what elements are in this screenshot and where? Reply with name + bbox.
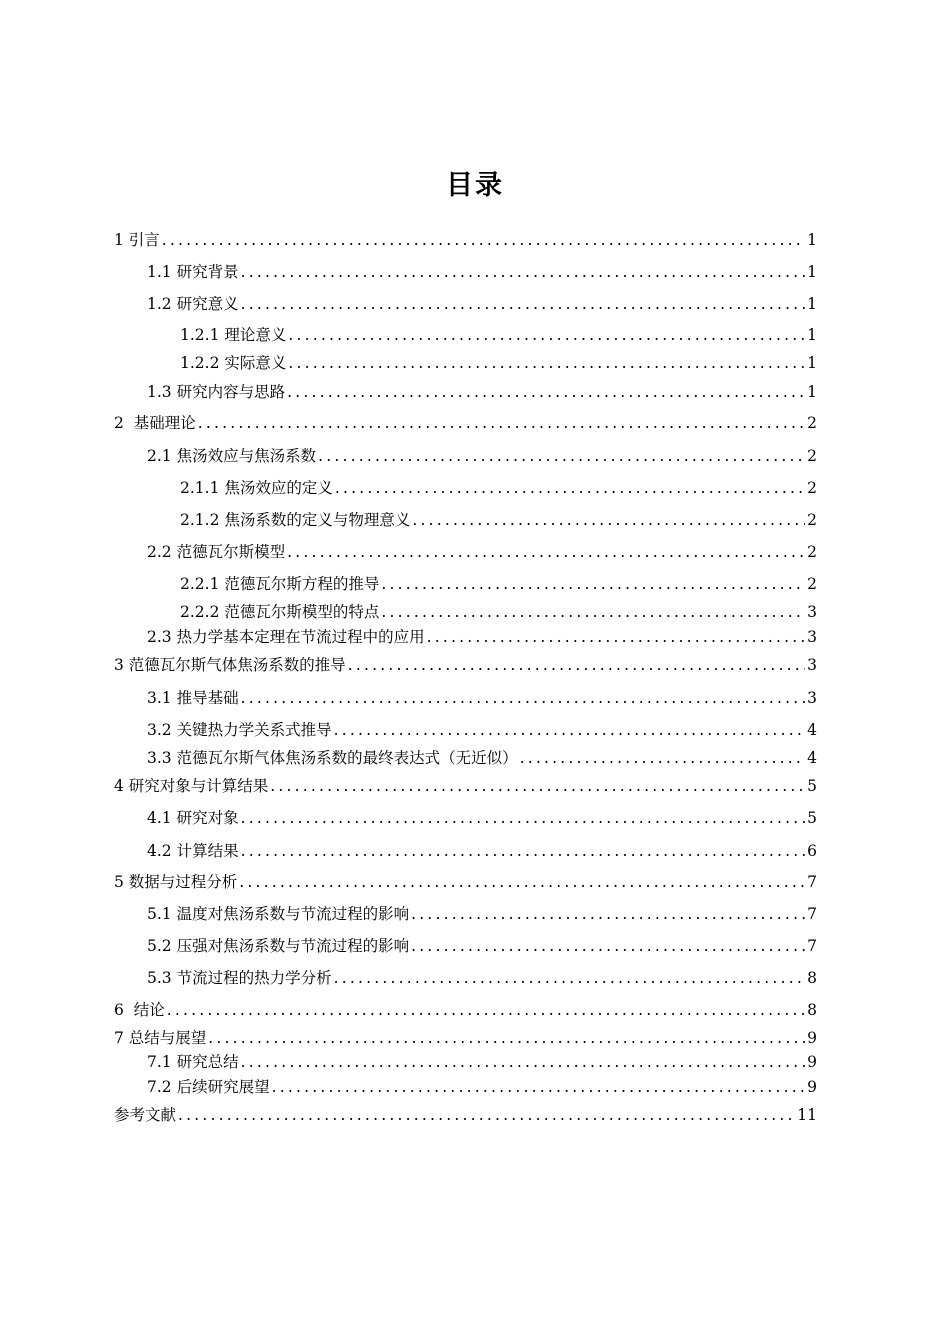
toc-entry-label: 参考文献	[114, 1106, 177, 1124]
toc-entry[interactable]	[180, 602, 817, 622]
toc-entry-label: 2.1.1 焦汤效应的定义	[180, 479, 333, 497]
toc-entry-label: 7.2 后续研究展望	[147, 1078, 270, 1096]
toc-entry[interactable]	[114, 872, 817, 892]
toc-leader-dots	[198, 413, 805, 433]
toc-title: 目录	[446, 170, 504, 201]
toc-entry-label: 1.3 研究内容与思路	[147, 383, 286, 401]
toc-entry[interactable]	[147, 542, 817, 562]
toc-leader-dots	[239, 872, 805, 892]
toc-leader-dots	[167, 1000, 805, 1020]
toc-entry-page: 7	[807, 873, 817, 891]
toc-entry[interactable]	[114, 655, 817, 675]
toc-entry-label: 7 总结与展望	[114, 1029, 207, 1047]
toc-entry-label: 5 数据与过程分析	[114, 873, 238, 891]
toc-entry-label: 2 基础理论	[114, 414, 196, 432]
toc-entry[interactable]	[147, 382, 817, 402]
toc-entry-label: 2.2 范德瓦尔斯模型	[147, 543, 286, 561]
toc-leader-dots	[381, 574, 805, 594]
toc-entry-label: 2.2.2 范德瓦尔斯模型的特点	[180, 603, 380, 621]
toc-entry[interactable]	[114, 230, 817, 250]
toc-entry-page: 9	[807, 1029, 817, 1047]
toc-entry-page: 4	[807, 749, 817, 767]
toc-entry[interactable]	[147, 294, 817, 314]
toc-leader-dots	[520, 748, 806, 768]
toc-entry-label: 7.1 研究总结	[147, 1053, 239, 1071]
toc-entry-page: 2	[807, 543, 817, 561]
toc-entry-page: 2	[807, 414, 817, 432]
toc-entry[interactable]	[147, 1077, 817, 1097]
toc-entry[interactable]	[147, 262, 817, 282]
toc-entry[interactable]	[147, 688, 817, 708]
toc-entry-label: 5.2 压强对焦汤系数与节流过程的影响	[147, 937, 410, 955]
toc-leader-dots	[381, 602, 805, 622]
toc-leader-dots	[241, 841, 806, 861]
toc-leader-dots	[272, 1077, 806, 1097]
toc-leader-dots	[241, 1052, 806, 1072]
toc-leader-dots	[270, 776, 805, 796]
toc-entry-page: 11	[797, 1106, 817, 1124]
toc-entry[interactable]	[147, 627, 817, 647]
toc-leader-dots	[288, 325, 805, 345]
toc-entry-label: 5.3 节流过程的热力学分析	[147, 969, 332, 987]
toc-leader-dots	[287, 542, 805, 562]
toc-leader-dots	[241, 262, 806, 282]
toc-leader-dots	[288, 353, 805, 373]
toc-entry-page: 3	[807, 656, 817, 674]
toc-leader-dots	[427, 627, 806, 647]
toc-entry-page: 7	[807, 905, 817, 923]
toc-entry-page: 1	[807, 326, 817, 344]
toc-entry[interactable]	[147, 808, 817, 828]
toc-leader-dots	[334, 968, 806, 988]
toc-entry-label: 1.2.1 理论意义	[180, 326, 287, 344]
toc-entry-label: 6 结论	[114, 1001, 165, 1019]
toc-leader-dots	[287, 382, 805, 402]
toc-leader-dots	[241, 808, 806, 828]
toc-entry-label: 4.2 计算结果	[147, 842, 239, 860]
toc-entry-page: 8	[807, 1001, 817, 1019]
toc-leader-dots	[318, 446, 805, 466]
toc-entry[interactable]	[180, 325, 817, 345]
toc-entry[interactable]	[114, 1105, 817, 1125]
toc-entry-label: 2.1.2 焦汤系数的定义与物理意义	[180, 511, 411, 529]
toc-leader-dots	[348, 655, 805, 675]
toc-entry-page: 1	[807, 354, 817, 372]
toc-entry-page: 3	[807, 628, 817, 646]
toc-entry[interactable]	[114, 1000, 817, 1020]
toc-entry-page: 2	[807, 511, 817, 529]
toc-entry-label: 1.2.2 实际意义	[180, 354, 287, 372]
toc-leader-dots	[412, 510, 805, 530]
toc-entry-page: 1	[807, 263, 817, 281]
toc-entry-label: 5.1 温度对焦汤系数与节流过程的影响	[147, 905, 410, 923]
toc-entry-page: 9	[807, 1053, 817, 1071]
toc-entry[interactable]	[180, 574, 817, 594]
toc-entry-label: 3.1 推导基础	[147, 689, 239, 707]
toc-leader-dots	[334, 720, 806, 740]
toc-entry-page: 9	[807, 1078, 817, 1096]
toc-entry-page: 3	[807, 689, 817, 707]
toc-leader-dots	[241, 688, 806, 708]
toc-leader-dots	[208, 1028, 805, 1048]
toc-leader-dots	[411, 936, 805, 956]
toc-entry[interactable]	[147, 446, 817, 466]
toc-entry-page: 6	[807, 842, 817, 860]
toc-entry-label: 3.3 范德瓦尔斯气体焦汤系数的最终表达式（无近似）	[147, 749, 518, 767]
toc-entry-label: 3 范德瓦尔斯气体焦汤系数的推导	[114, 656, 346, 674]
toc-entry[interactable]	[147, 936, 817, 956]
toc-entry-label: 3.2 关键热力学关系式推导	[147, 721, 332, 739]
toc-entry-label: 4 研究对象与计算结果	[114, 777, 269, 795]
toc-entry[interactable]	[147, 1052, 817, 1072]
toc-entry-page: 1	[807, 383, 817, 401]
toc-entry-page: 2	[807, 447, 817, 465]
toc-entry-label: 2.3 热力学基本定理在节流过程中的应用	[147, 628, 425, 646]
toc-entry-page: 2	[807, 479, 817, 497]
toc-entry[interactable]	[114, 1028, 817, 1048]
toc-entry-page: 1	[807, 295, 817, 313]
toc-entry-page: 1	[807, 231, 817, 249]
toc-entry-label: 4.1 研究对象	[147, 809, 239, 827]
toc-entry[interactable]	[147, 748, 817, 768]
toc-entry[interactable]	[147, 841, 817, 861]
toc-entry-label: 1.2 研究意义	[147, 295, 239, 313]
toc-entry[interactable]	[147, 968, 817, 988]
toc-entry-page: 2	[807, 575, 817, 593]
toc-leader-dots	[335, 478, 805, 498]
toc-leader-dots	[241, 294, 806, 314]
toc-entry-page: 3	[807, 603, 817, 621]
toc-entry-label: 1.1 研究背景	[147, 263, 239, 281]
toc-entry-page: 7	[807, 937, 817, 955]
toc-entry-page: 5	[807, 809, 817, 827]
toc-entry-page: 4	[807, 721, 817, 739]
toc-entry[interactable]	[147, 904, 817, 924]
toc-entry-label: 2.1 焦汤效应与焦汤系数	[147, 447, 317, 465]
toc-entry-label: 2.2.1 范德瓦尔斯方程的推导	[180, 575, 380, 593]
toc-entry-page: 5	[807, 777, 817, 795]
toc-entry[interactable]	[114, 413, 817, 433]
toc-entry[interactable]	[180, 478, 817, 498]
toc-entry[interactable]	[180, 353, 817, 373]
toc-leader-dots	[178, 1105, 795, 1125]
toc-entry[interactable]	[114, 776, 817, 796]
toc-leader-dots	[162, 230, 805, 250]
toc-entry-label: 1 引言	[114, 231, 160, 249]
toc-entry-page: 8	[807, 969, 817, 987]
toc-leader-dots	[411, 904, 805, 924]
toc-entry[interactable]	[147, 720, 817, 740]
toc-entry[interactable]	[180, 510, 817, 530]
